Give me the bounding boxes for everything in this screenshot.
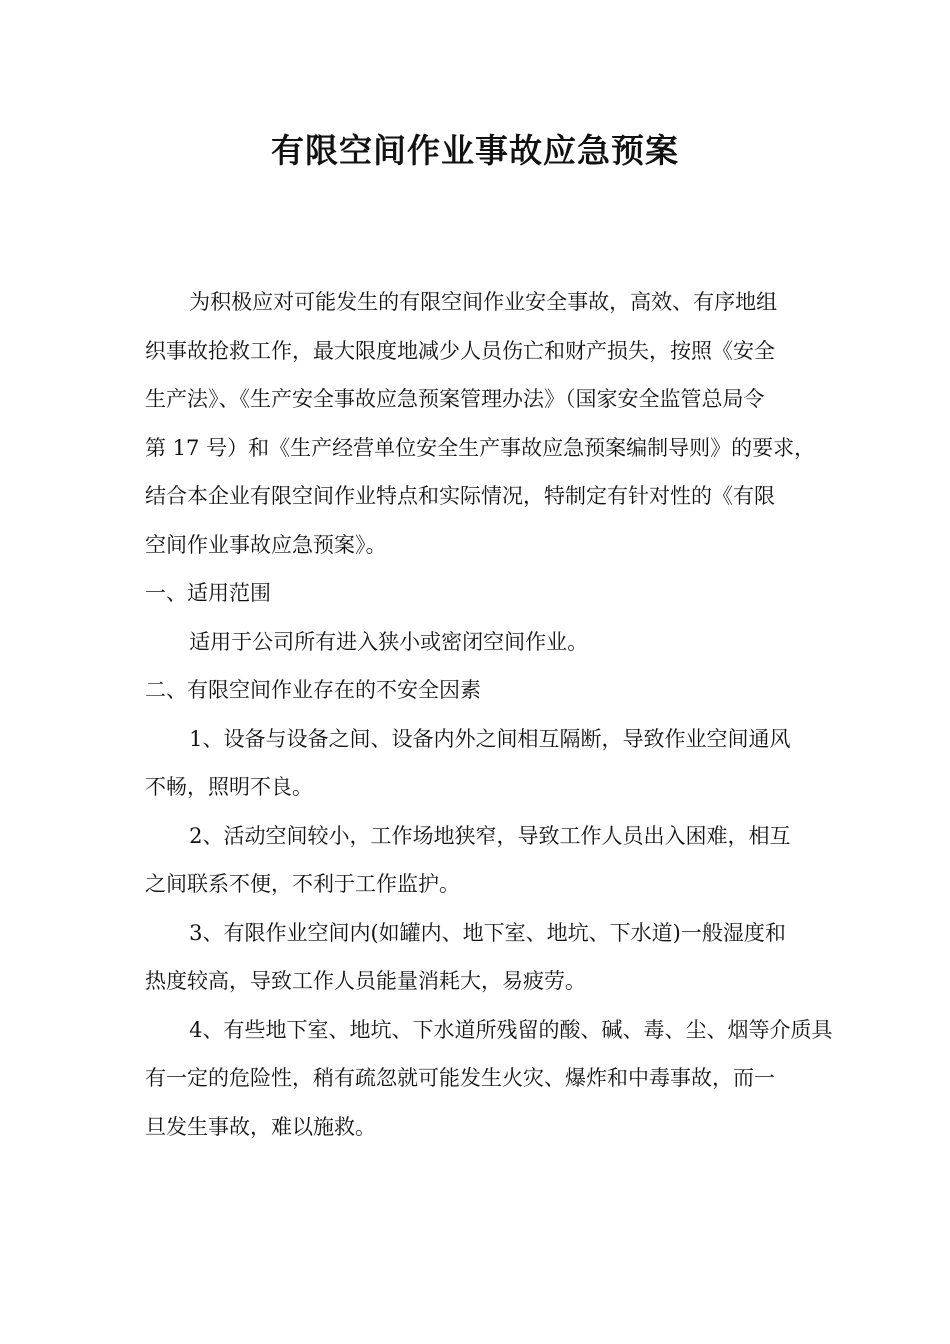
document-body — [145, 278, 833, 1151]
intro-line: 空间作业事故应急预案》。 — [145, 532, 387, 557]
intro-line: 第 17 号）和《生产经营单位安全生产事故应急预案编制导则》的要求， — [145, 435, 816, 460]
hazard-line: 1、设备与设备之间、设备内外之间相互隔断，导致作业空间通风 — [189, 726, 791, 751]
intro-line: 结合本企业有限空间作业特点和实际情况，特制定有针对性的《有限 — [145, 484, 775, 508]
hazard-line: 旦发生事故，难以施救。 — [145, 1114, 376, 1139]
section-paragraph: 适用于公司所有进入狭小或密闭空间作业。 — [189, 629, 589, 654]
hazard-line: 2、活动空间较小，工作场地狭窄，导致工作人员出入困难，相互 — [189, 823, 791, 848]
hazard-item — [145, 1006, 833, 1152]
page-title: 有限空间作业事故应急预案 — [271, 131, 679, 170]
hazard-line: 4、有些地下室、地坑、下水道所残留的酸、碱、毒、尘、烟等介质具 — [189, 1017, 833, 1042]
hazard-item — [145, 909, 815, 1006]
intro-line: 织事故抢救工作，最大限度地减少人员伤亡和财产损失，按照《安全 — [145, 338, 775, 363]
section-heading: 二、有限空间作业存在的不安全因素 — [145, 678, 481, 702]
hazard-line: 热度较高，导致工作人员能量消耗大，易疲劳。 — [145, 969, 586, 993]
hazard-line: 有一定的危险性，稍有疏忽就可能发生火灾、爆炸和中毒事故，而一 — [145, 1066, 775, 1090]
hazard-line: 3、有限作业空间内(如罐内、地下室、地坑、下水道)一般湿度和 — [189, 920, 786, 945]
intro-line: 生产法》、《生产安全事故应急预案管理办法》（国家安全监管总局令 — [145, 387, 765, 411]
section-heading: 一、适用范围 — [145, 581, 271, 605]
hazard-item — [145, 812, 815, 909]
intro-line: 为积极应对可能发生的有限空间作业安全事故，高效、有序地组 — [189, 290, 778, 314]
hazard-line: 不畅，照明不良。 — [145, 775, 313, 799]
intro-paragraph — [145, 278, 815, 569]
hazard-item — [145, 715, 815, 812]
hazard-line: 之间联系不便，不利于工作监护。 — [145, 872, 460, 896]
